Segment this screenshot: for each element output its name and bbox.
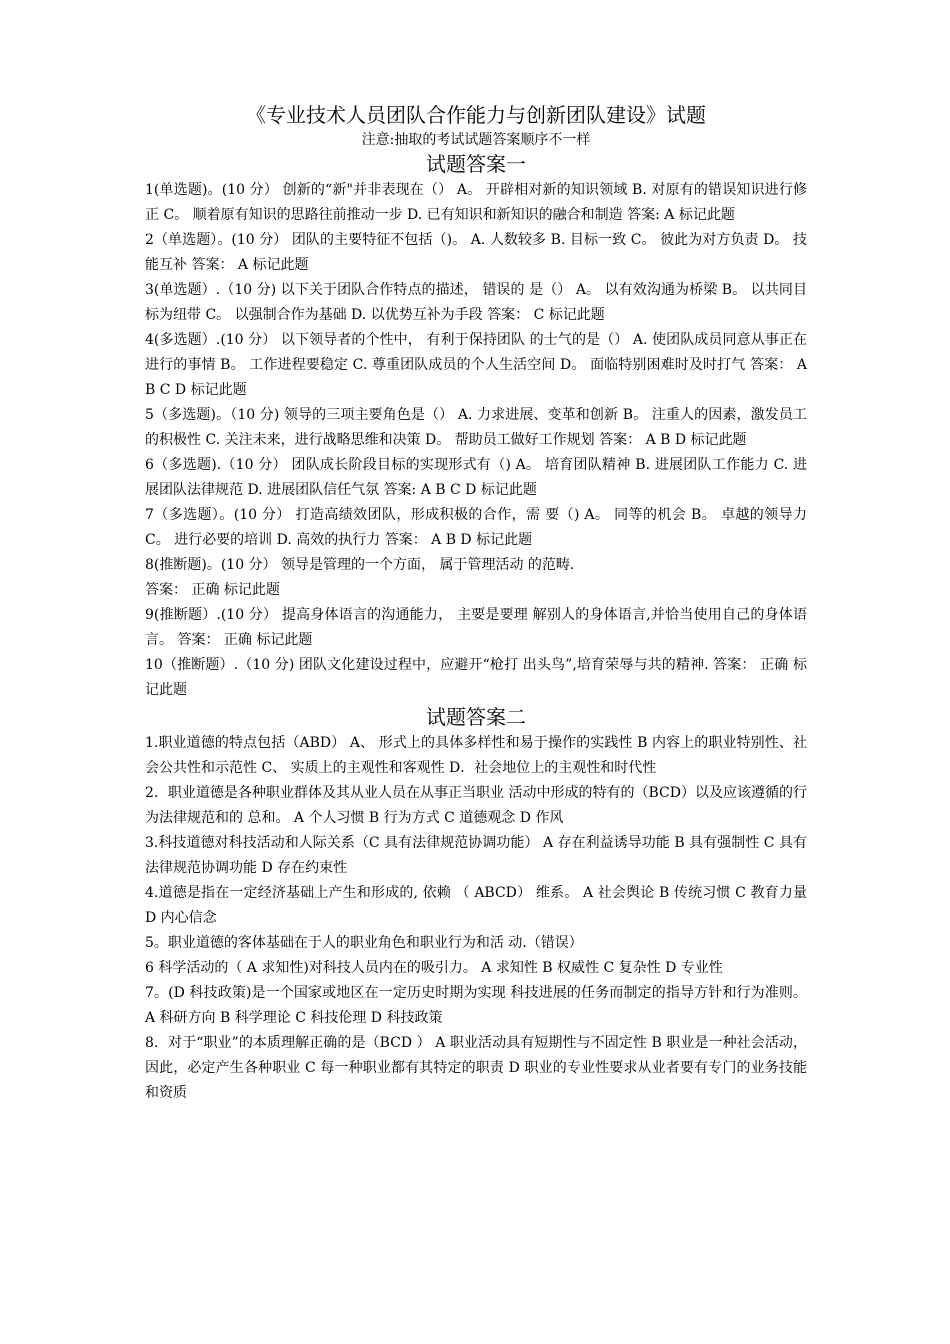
document-title: 《专业技术人员团队合作能力与创新团队建设》试题	[246, 103, 706, 127]
document-note: 注意:抽取的考试试题答案顺序不一样	[361, 132, 591, 148]
document-page	[145, 100, 807, 1106]
question-item: 3(单选题）.（10 分) 以下关于团队合作特点的描述， 错误的 是（） A。 以有效沟通为桥梁 B。 以共同目标为纽带 C。 以强制合作为基础 D. 以优势互补为手段 答案： C 标记此题	[145, 282, 807, 323]
question-item: 8(推断题)。(10 分） 领导是管理的一个方面， 属于管理活动 的范畴.	[145, 557, 575, 573]
question-item: 6 科学活动的（ A 求知性)对科技人员内在的吸引力。 A 求知性 B 权威性 C 复杂性 D 专业性	[145, 960, 723, 976]
question-item: 4(多选题）.(10 分） 以下领导者的个性中， 有利于保持团队 的士气的是（） A. 使团队成员同意从事正在进行的事情 B。 工作进程要稳定 C. 尊重团队成员的个人生活空间 D。 面临特别困难时及时打气 答案： A B C D 标记此题	[145, 332, 807, 398]
question-item: 10（推断题）.（10 分) 团队文化建设过程中，应避开“枪打 出头鸟”,培育荣辱与共的精神. 答案： 正确 标记此题	[145, 657, 807, 698]
question-item: 4.道德是指在一定经济基础上产生和形成的, 依赖 （ ABCD） 维系。 A 社会舆论 B 传统习惯 C 教育力量 D 内心信念	[145, 885, 807, 926]
question-item: 5。职业道德的客体基础在于人的职业角色和职业行为和活 动.（错误）	[145, 935, 583, 951]
question-item: 3.科技道德对科技活动和人际关系（C 具有法律规范协调功能） A 存在利益诱导功能 B 具有强制性 C 具有法律规范协调功能 D 存在约束性	[145, 835, 807, 876]
question-item: 5（多选题)。（10 分) 领导的三项主要角色是（） A. 力求进展、变革和创新 B。 注重人的因素，激发员工的积极性 C. 关注未来，进行战略思维和决策 D。 帮助员工做好工作规划 答案： A B D 标记此题	[145, 407, 807, 448]
question-answer-line: 答案： 正确 标记此题	[145, 582, 280, 598]
question-item: 7。(D 科技政策)是一个国家或地区在一定历史时期为实现 科技进展的任务而制定的指导方针和行为准则。 A 科研方向 B 科学理论 C 科技伦理 D 科技政策	[145, 985, 807, 1026]
section-title-answers-2: 试题答案二	[426, 705, 526, 729]
section-title-answers-1: 试题答案一	[426, 152, 526, 176]
question-item: 9(推断题）.(10 分） 提高身体语言的沟通能力， 主要是要理 解别人的身体语言,并恰当使用自己的身体语言。 答案： 正确 标记此题	[145, 607, 807, 648]
question-item: 1.职业道德的特点包括（ABD） A、 形式上的具体多样性和易于操作的实践性 B 内容上的职业特别性、社会公共性和示范性 C、 实质上的主观性和客观性 D．社会地位上的主观性和时代性	[145, 735, 807, 776]
question-item: 2（单选题）。(10 分） 团队的主要特征不包括（)。 A. 人数较多 B. 目标一致 C。 彼此为对方负责 D。 技能互补 答案： A 标记此题	[145, 232, 807, 273]
question-item: 2．职业道德是各种职业群体及其从业人员在从事正当职业 活动中形成的特有的（BCD）以及应该遵循的行为法律规范和的 总和。 A 个人习惯 B 行为方式 C 道德观念 D 作风	[145, 785, 807, 826]
question-item: 6（多选题).（10 分） 团队成长阶段目标的实现形式有（) A。 培育团队精神 B. 进展团队工作能力 C. 进展团队法律规范 D. 进展团队信任气氛 答案: A B C D 标记此题	[145, 457, 807, 498]
question-item: 8．对于“职业”的本质理解正确的是（BCD ） A 职业活动具有短期性与不固定性 B 职业是一种社会活动，因此，必定产生各种职业 C 每一种职业都有其特定的职责 D 职业的专业性要求从业者要有专门的业务技能和资质	[145, 1035, 807, 1101]
question-item: 1(单选题)。(10 分） 创新的“新"并非表现在（） A。 开辟相对新的知识领域 B. 对原有的错误知识进行修正 C。 顺着原有知识的思路往前推动一步 D. 已有知识和新知识的融合和制造 答案: A 标记此题	[145, 182, 807, 223]
question-item: 7（多选题）。(10 分） 打造高绩效团队，形成积极的合作，需 要（) A。 同等的机会 B。 卓越的领导力 C。 进行必要的培训 D. 高效的执行力 答案： A B D 标记此题	[145, 507, 807, 548]
